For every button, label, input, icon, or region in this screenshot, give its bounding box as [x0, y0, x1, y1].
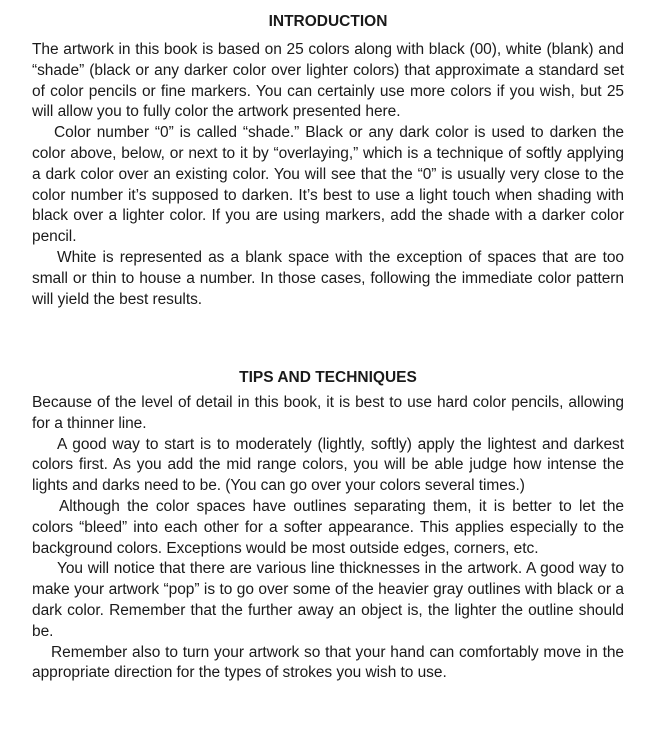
- introduction-section: [32, 0, 624, 310]
- introduction-heading: INTRODUCTION: [268, 13, 388, 30]
- tips-paragraph: A good way to start is to moderately (lightly, softly) apply the lightest and darkest colors first. As you add the mid range colors, you will be able judge how intense the lights and darks need to be. (You can go over your colors several times.): [32, 435, 624, 495]
- tips-body: [32, 393, 624, 684]
- tips-section: [32, 368, 624, 684]
- introduction-paragraph: Color number “0” is called “shade.” Black or any dark color is used to darken the color above, below, or next to it by “overlaying,” which is a technique of softly applying a dark color over an existing color. You will see that the “0” is usually very close to the color number it’s supposed to darken. It’s best to use a light touch when shading with black over a lighter color. If you are using markers, add the shade with a darker color pencil.: [32, 124, 624, 246]
- tips-paragraph: You will notice that there are various line thicknesses in the artwork. A good way to make your artwork “pop” is to go over some of the heavier gray outlines with black or a dark color. Remember that the further away an object is, the lighter the outline should be.: [32, 560, 624, 640]
- tips-paragraph: Because of the level of detail in this book, it is best to use hard color pencils, allowing for a thinner line.: [32, 394, 624, 432]
- introduction-paragraph: White is represented as a blank space with the exception of spaces that are too small or thin to house a number. In those cases, following the immediate color pattern will yield the best results.: [32, 248, 624, 308]
- introduction-body: [32, 40, 624, 310]
- tips-paragraph: Although the color spaces have outlines separating them, it is better to let the colors “bleed” into each other for a softer appearance. This applies especially to the background colors. Exceptions would be most outside edges, corners, etc.: [32, 497, 624, 557]
- tips-heading: TIPS AND TECHNIQUES: [239, 369, 417, 386]
- tips-paragraph: Remember also to turn your artwork so that your hand can comfortably move in the appropriate direction for the types of strokes you wish to use.: [32, 643, 624, 682]
- introduction-paragraph: The artwork in this book is based on 25 colors along with black (00), white (blank) and “shade” (black or any darker color over lighter colors) that approximate a standard set of color pencils or fine markers. You can certainly use more colors if you wish, but 25 will allow you to fully color the artwork presented here.: [32, 41, 624, 121]
- document-page: [32, 0, 624, 682]
